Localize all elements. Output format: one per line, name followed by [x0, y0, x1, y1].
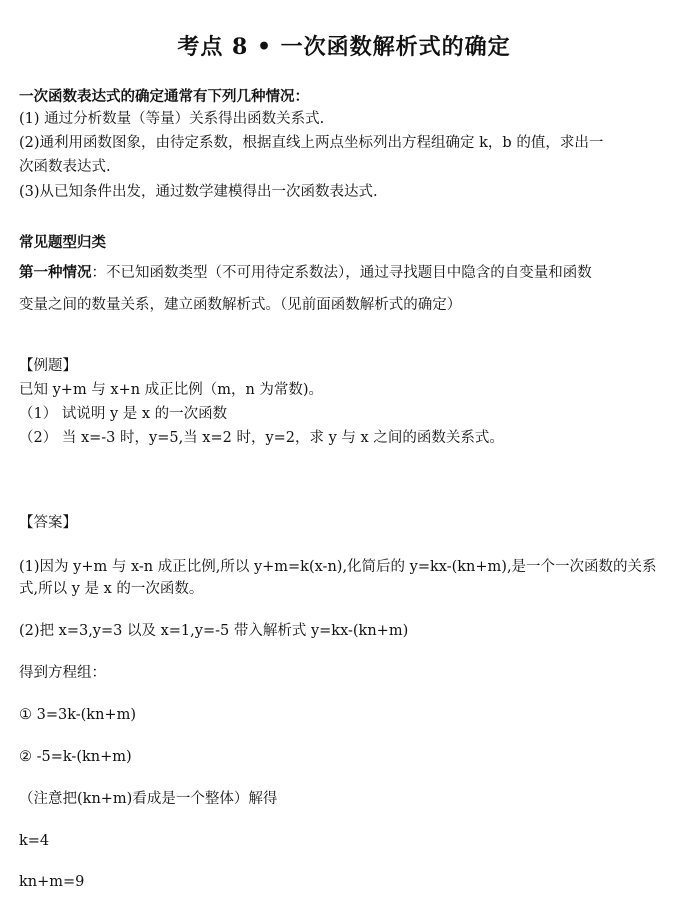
example-label: 【例题】	[19, 358, 77, 374]
case-text-1: ：不已知函数类型（不可用待定系数法），通过寻找题目中隐含的自变量和函数	[91, 265, 592, 281]
intro-item-3: (3)从已知条件出发，通过数学建模得出一次函数表达式.	[19, 184, 378, 200]
example-stem: 已知 y+m 与 x+n 成正比例（m，n 为常数)。	[19, 382, 324, 398]
intro-heading: 一次函数表达式的确定通常有下列几种情况：	[19, 88, 309, 105]
case-line-1	[19, 262, 592, 284]
result-k: k=4	[19, 833, 50, 849]
equation-1: ① 3=3k-(kn+m)	[19, 707, 136, 723]
example-question-1: （1） 试说明 y 是 x 的一次函数	[19, 406, 228, 422]
answer-paragraph-1a: (1)因为 y+m 与 x-n 成正比例,所以 y+m=k(x-n),化简后的 y=kx-(kn+m),是一个一次函数的关系	[19, 559, 657, 575]
answer-paragraph-2: (2)把 x=3,y=3 以及 x=1,y=-5 带入解析式 y=kx-(kn+m)	[19, 623, 409, 639]
case-line-2: 变量之间的数量关系，建立函数解析式。（见前面函数解析式的确定）	[19, 297, 462, 313]
equation-2: ② -5=k-(kn+m)	[19, 749, 132, 765]
example-question-2: （2） 当 x=-3 时，y=5,当 x=2 时，y=2，求 y 与 x 之间的函数关系式。	[19, 430, 504, 446]
intro-item-2: (2)通利用函数图象，由待定系数，根据直线上两点坐标列出方程组确定 k，b 的值，求出一	[19, 135, 604, 151]
answer-note: （注意把(kn+m)看成是一个整体）解得	[19, 791, 278, 807]
intro-item-1: (1) 通过分析数量（等量）关系得出函数关系式.	[19, 111, 325, 127]
result-kn-m: kn+m=9	[19, 874, 85, 890]
answer-label: 【答案】	[19, 515, 77, 531]
answer-paragraph-1b: 式,所以 y 是 x 的一次函数。	[19, 581, 204, 597]
page-title: 考点 8 • 一次函数解析式的确定	[177, 34, 511, 60]
answer-paragraph-3: 得到方程组：	[19, 665, 106, 681]
case-label: 第一种情况	[19, 264, 92, 281]
section-heading: 常见题型归类	[19, 234, 106, 251]
intro-item-2-cont: 次函数表达式.	[19, 159, 111, 175]
